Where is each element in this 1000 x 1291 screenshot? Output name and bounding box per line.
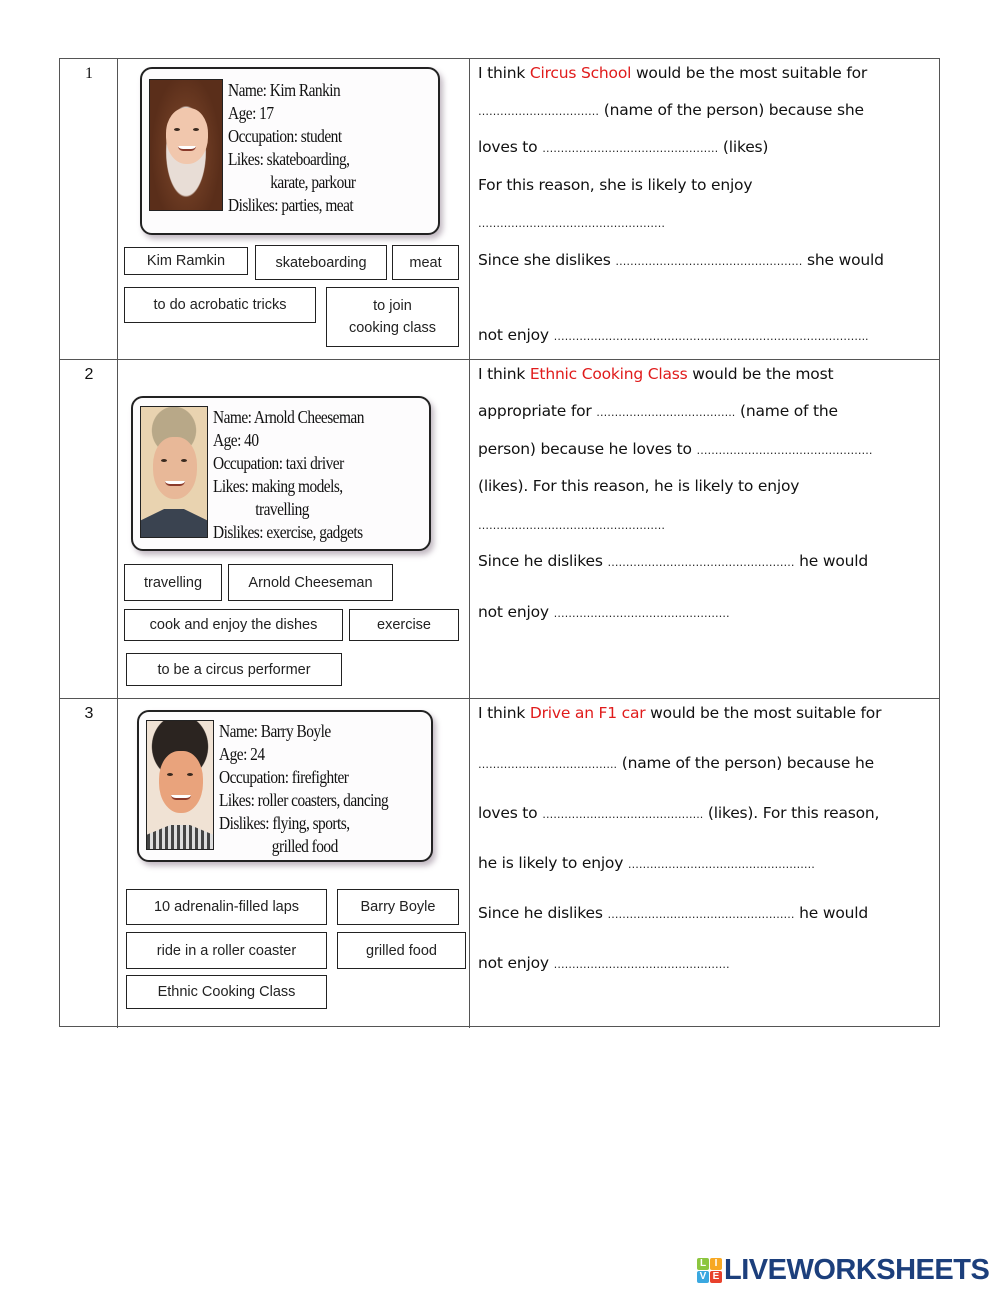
- text: would be the most suitable for: [631, 64, 868, 82]
- sentence-cell: [470, 699, 939, 1028]
- text: would be the most: [687, 365, 834, 383]
- text: (likes). For this reason,: [703, 804, 880, 822]
- activity-name: Drive an F1 car: [529, 704, 646, 722]
- blank-not-enjoy[interactable]: …………………………………………: [553, 958, 730, 971]
- profile-info: [219, 720, 388, 858]
- text: (name of the person) because he: [617, 754, 874, 772]
- logo-tile: V: [697, 1271, 709, 1283]
- profile-photo-kim: [149, 79, 223, 211]
- profile-cell: [118, 360, 470, 698]
- row-number-cell: [60, 360, 118, 698]
- text: I think: [478, 365, 530, 383]
- blank-name[interactable]: ……………………………: [478, 105, 599, 118]
- logo-text: LIVEWORKSHEETS: [724, 1253, 990, 1286]
- answer-chip[interactable]: ride in a roller coaster: [126, 932, 327, 969]
- text: loves to: [478, 138, 543, 156]
- logo-tile: L: [697, 1258, 709, 1270]
- activity-name: Ethnic Cooking Class: [529, 365, 688, 383]
- profile-age: Age: 17: [228, 103, 274, 123]
- text: she would: [802, 251, 884, 269]
- profile-dislikes: Dislikes: parties, meat: [228, 195, 354, 215]
- answer-chip[interactable]: cook and enjoy the dishes: [124, 609, 343, 641]
- text: person) because he loves to: [478, 440, 697, 458]
- profile-age: Age: 24: [219, 744, 265, 764]
- blank-dislikes[interactable]: ……………………………………………: [615, 255, 803, 268]
- text: not enjoy: [478, 603, 554, 621]
- row-2: [60, 360, 939, 699]
- profile-dislikes: Dislikes: flying, sports,: [219, 813, 350, 833]
- profile-occupation: Occupation: firefighter: [219, 767, 349, 787]
- profile-occupation: Occupation: taxi driver: [213, 453, 344, 473]
- blank-enjoy[interactable]: ……………………………………………: [478, 217, 665, 230]
- blank-enjoy[interactable]: ……………………………………………: [627, 858, 815, 871]
- answer-chip[interactable]: travelling: [124, 564, 222, 601]
- profile-info: [228, 79, 356, 217]
- profile-cell: [118, 699, 470, 1028]
- answer-chip[interactable]: exercise: [349, 609, 459, 641]
- row-1: [60, 59, 939, 360]
- profile-name: Name: Kim Rankin: [228, 80, 341, 100]
- answer-chip[interactable]: Arnold Cheeseman: [228, 564, 393, 601]
- blank-likes[interactable]: …………………………………………: [542, 142, 719, 155]
- answer-chip[interactable]: Kim Ramkin: [124, 247, 248, 275]
- answer-chip[interactable]: meat: [392, 245, 459, 280]
- text: I think: [478, 704, 530, 722]
- blank-name[interactable]: ………………………………..: [596, 406, 736, 419]
- answer-chip[interactable]: to do acrobatic tricks: [124, 287, 316, 323]
- blank-not-enjoy[interactable]: …………………………………………………………………………..: [553, 330, 869, 343]
- logo-tile: E: [710, 1271, 722, 1283]
- answer-chip[interactable]: Ethnic Cooking Class: [126, 975, 327, 1009]
- text: loves to: [478, 804, 543, 822]
- answer-chip[interactable]: to be a circus performer: [126, 653, 342, 686]
- row-number-cell: [60, 699, 118, 1028]
- profile-likes-cont: travelling: [255, 499, 309, 519]
- profile-cell: [118, 59, 470, 359]
- row-number: 2: [84, 366, 94, 383]
- sentence-cell: [470, 59, 939, 359]
- blank-dislikes[interactable]: ……………………………………………: [607, 908, 795, 921]
- text: (likes): [718, 138, 769, 156]
- live-tiles-icon: [697, 1258, 722, 1283]
- answer-chip[interactable]: grilled food: [337, 932, 466, 969]
- text: appropriate for: [478, 402, 597, 420]
- text: I think: [478, 64, 530, 82]
- profile-likes: Likes: skateboarding,: [228, 149, 350, 169]
- profile-dislikes: Dislikes: exercise, gadgets: [213, 522, 363, 542]
- profile-name: Name: Arnold Cheeseman: [213, 407, 364, 427]
- text: For this reason, she is likely to enjoy: [478, 176, 753, 194]
- profile-photo-barry: [146, 720, 214, 850]
- profile-card: [137, 710, 433, 862]
- profile-name: Name: Barry Boyle: [219, 721, 331, 741]
- text: not enjoy: [478, 954, 554, 972]
- answer-chip[interactable]: to join cooking class: [326, 287, 459, 347]
- profile-photo-arnold: [140, 406, 208, 538]
- logo-tile: I: [710, 1258, 722, 1270]
- text: not enjoy: [478, 326, 554, 344]
- blank-likes[interactable]: ……………………………………..: [542, 808, 704, 821]
- blank-not-enjoy[interactable]: …………………………………………: [553, 607, 730, 620]
- row-number-cell: [60, 59, 118, 359]
- text: would be the most suitable for: [645, 704, 882, 722]
- text: he would: [794, 552, 868, 570]
- answer-chip[interactable]: 10 adrenalin-filled laps: [126, 889, 327, 925]
- blank-dislikes[interactable]: ……………………………………………: [607, 556, 795, 569]
- answer-chip[interactable]: skateboarding: [255, 245, 387, 280]
- profile-card: [140, 67, 440, 235]
- answer-chip[interactable]: Barry Boyle: [337, 889, 459, 925]
- profile-occupation: Occupation: student: [228, 126, 342, 146]
- profile-likes: Likes: roller coasters, dancing: [219, 790, 389, 810]
- blank-likes[interactable]: …………………………………………: [696, 444, 873, 457]
- sentence-cell: [470, 360, 939, 698]
- row-number: 1: [85, 65, 93, 82]
- profile-info: [213, 406, 364, 544]
- blank-name[interactable]: ………………………………..: [478, 758, 617, 771]
- text: (name of the person) because she: [599, 101, 864, 119]
- profile-card: [131, 396, 431, 551]
- profile-age: Age: 40: [213, 430, 259, 450]
- liveworksheets-logo: [697, 1255, 989, 1285]
- text: Since she dislikes: [478, 251, 616, 269]
- blank-enjoy[interactable]: ……………………………………………: [478, 519, 665, 532]
- text: he would: [794, 904, 868, 922]
- row-3: [60, 699, 939, 1028]
- worksheet-table: [59, 58, 940, 1027]
- text: (name of the: [735, 402, 838, 420]
- profile-likes-cont: karate, parkour: [270, 172, 356, 192]
- profile-likes: Likes: making models,: [213, 476, 343, 496]
- row-number: 3: [84, 705, 94, 722]
- text: Since he dislikes: [478, 904, 608, 922]
- text: Since he dislikes: [478, 552, 608, 570]
- text: (likes). For this reason, he is likely to enjoy: [478, 477, 800, 495]
- text: he is likely to enjoy: [478, 854, 628, 872]
- activity-name: Circus School: [529, 64, 632, 82]
- profile-dislikes-cont: grilled food: [271, 836, 338, 856]
